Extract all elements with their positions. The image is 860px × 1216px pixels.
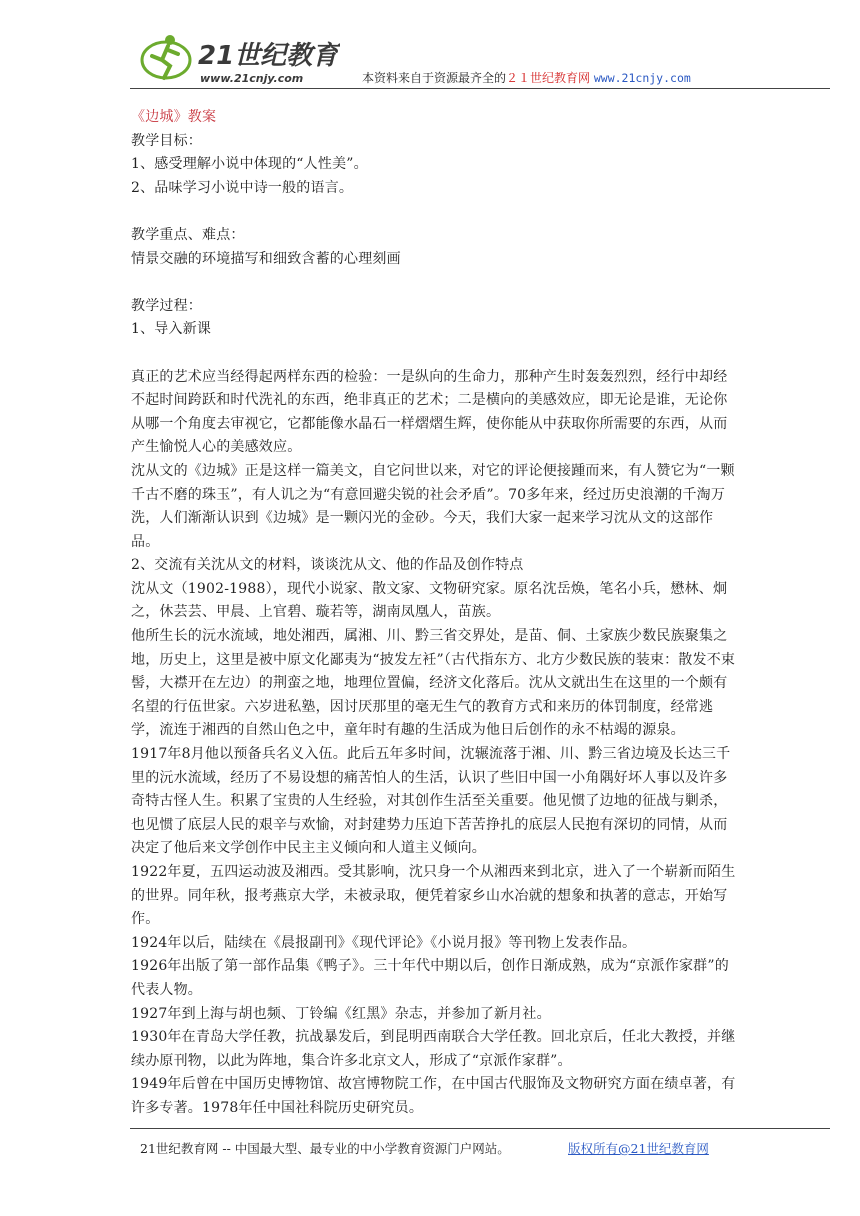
key-points-heading: 教学重点、难点： bbox=[131, 226, 245, 243]
page-header bbox=[130, 20, 830, 90]
footer-text: 21世纪教育网 -- 中国最大型、最专业的中小学教育资源门户网站。 bbox=[140, 1141, 510, 1156]
header-note: 本资料来自于资源最齐全的２１世纪教育网 www.21cnjy.com bbox=[362, 71, 691, 85]
goal-item: 1、感受理解小说中体现的“人性美”。 bbox=[131, 156, 368, 173]
copyright-link[interactable]: 版权所有@21世纪教育网 bbox=[568, 1141, 709, 1156]
document-title: 《边城》教案 bbox=[131, 109, 217, 125]
paragraph: 沈从文的《边城》正是这样一篇美文，自它问世以来，对它的评论便接踵而来，有人赞它为“一颗千古不磨的珠玉”，有人讥之为“有意回避尖锐的社会矛盾”。70多年来，经过历史浪潮的千淘万洗，人们渐渐认识到《边城》是一颗闪光的金砂。今天，我们大家一起来学习沈从文的这部作品。 bbox=[131, 462, 735, 550]
logo-text: 21世纪教育 bbox=[198, 41, 339, 71]
paragraph: 1917年8月他以预备兵名义入伍。此后五年多时间，沈辗流落于湘、川、黔三省边境及长达三千里的沅水流域，经历了不易设想的痛苦怕人的生活，认识了些旧中国一小角隅好坏人事以及许多奇特古怪人生。积累了宝贵的人生经验，对其创作生活至关重要。他见惯了边地的征战与剿杀，也见惯了底层人民的艰辛与欢愉，对封建势力压迫下苦苦挣扎的底层人民抱有深切的同情，从而决定了他后来文学创作中民主主义倾向和人道主义倾向。 bbox=[131, 746, 731, 857]
page-footer bbox=[140, 1139, 840, 1157]
paragraph: 1927年到上海与胡也频、丁铃编《红黑》杂志，并参加了新月社。 bbox=[131, 1005, 551, 1022]
header-url[interactable]: www.21cnjy.com bbox=[593, 71, 691, 85]
document-body bbox=[131, 106, 737, 1121]
key-points-text: 情景交融的环境描写和细致含蓄的心理刻画 bbox=[131, 250, 401, 267]
paragraph: 1949年后曾在中国历史博物馆、故宫博物院工作，在中国古代服饰及文物研究方面在绩卓著，有许多专著。1978年任中国社科院历史研究员。 bbox=[131, 1076, 736, 1116]
footer-divider bbox=[130, 1128, 830, 1129]
header-site-name[interactable]: ２１世纪教育网 bbox=[506, 71, 591, 85]
paragraph: 他所生长的沅水流域，地处湘西，属湘、川、黔三省交界处，是苗、侗、土家族少数民族聚集之地，历史上，这里是被中原文化鄙夷为“披发左衽”（古代指东方、北方少数民族的装束：散发不束髻，大襟开在左边）的荆蛮之地，地理位置偏，经济文化落后。沈从文就出生在这里的一个颇有名望的行伍世家。六岁进私塾，因讨厌那里的毫无生气的教育方式和来历的体罚制度，经常逃学，流连于湘西的自然山色之中，童年时有趣的生活成为他日后创作的永不枯竭的源泉。 bbox=[131, 628, 736, 739]
paragraph: 1922年夏，五四运动波及湘西。受其影响，沈只身一个从湘西来到北京，进入了一个崭新而陌生的世界。同年秋，报考燕京大学，未被录取，便凭着家乡山水冶就的想象和执著的意志，开始写作。 bbox=[131, 864, 736, 928]
paragraph: 1926年出版了第一部作品集《鸭子》。三十年代中期以后，创作日渐成熟，成为“京派作家群”的代表人物。 bbox=[131, 958, 729, 998]
paragraph: 沈从文（1902-1988），现代小说家、散文家、文物研究家。原名沈岳焕，笔名小兵，懋林、炯之，休芸芸、甲晨、上官碧、璇若等，湖南凤凰人，苗族。 bbox=[131, 580, 728, 621]
site-logo bbox=[140, 30, 340, 88]
step-heading: 1、导入新课 bbox=[131, 321, 212, 338]
header-divider bbox=[130, 88, 830, 89]
paragraph: 真正的艺术应当经得起两样东西的检验：一是纵向的生命力，那种产生时轰轰烈烈，经行中却经不起时间跨跃和时代洗礼的东西，绝非真正的艺术；二是横向的美感效应，即无论是谁，无论你从哪一个角度去审视它，它都能像水晶石一样熠熠生辉，使你能从中获取你所需要的东西，从而产生愉悦人心的美感效应。 bbox=[131, 368, 728, 456]
paragraph: 1930年在青岛大学任教，抗战暴发后，到昆明西南联合大学任教。回北京后，任北大教授，并继续办原刊物，以此为阵地，集合许多北京文人，形成了“京派作家群”。 bbox=[131, 1029, 736, 1069]
logo-url: www.21cnjy.com bbox=[200, 72, 304, 85]
process-heading: 教学过程： bbox=[131, 297, 202, 314]
goal-item: 2、品味学习小说中诗一般的语言。 bbox=[131, 179, 354, 196]
step-heading: 2、交流有关沈从文的材料，谈谈沈从文、他的作品及创作特点 bbox=[131, 557, 524, 574]
paragraph: 1924年以后，陆续在《晨报副刊》《现代评论》《小说月报》等刊物上发表作品。 bbox=[131, 934, 637, 951]
goals-heading: 教学目标： bbox=[131, 132, 202, 149]
